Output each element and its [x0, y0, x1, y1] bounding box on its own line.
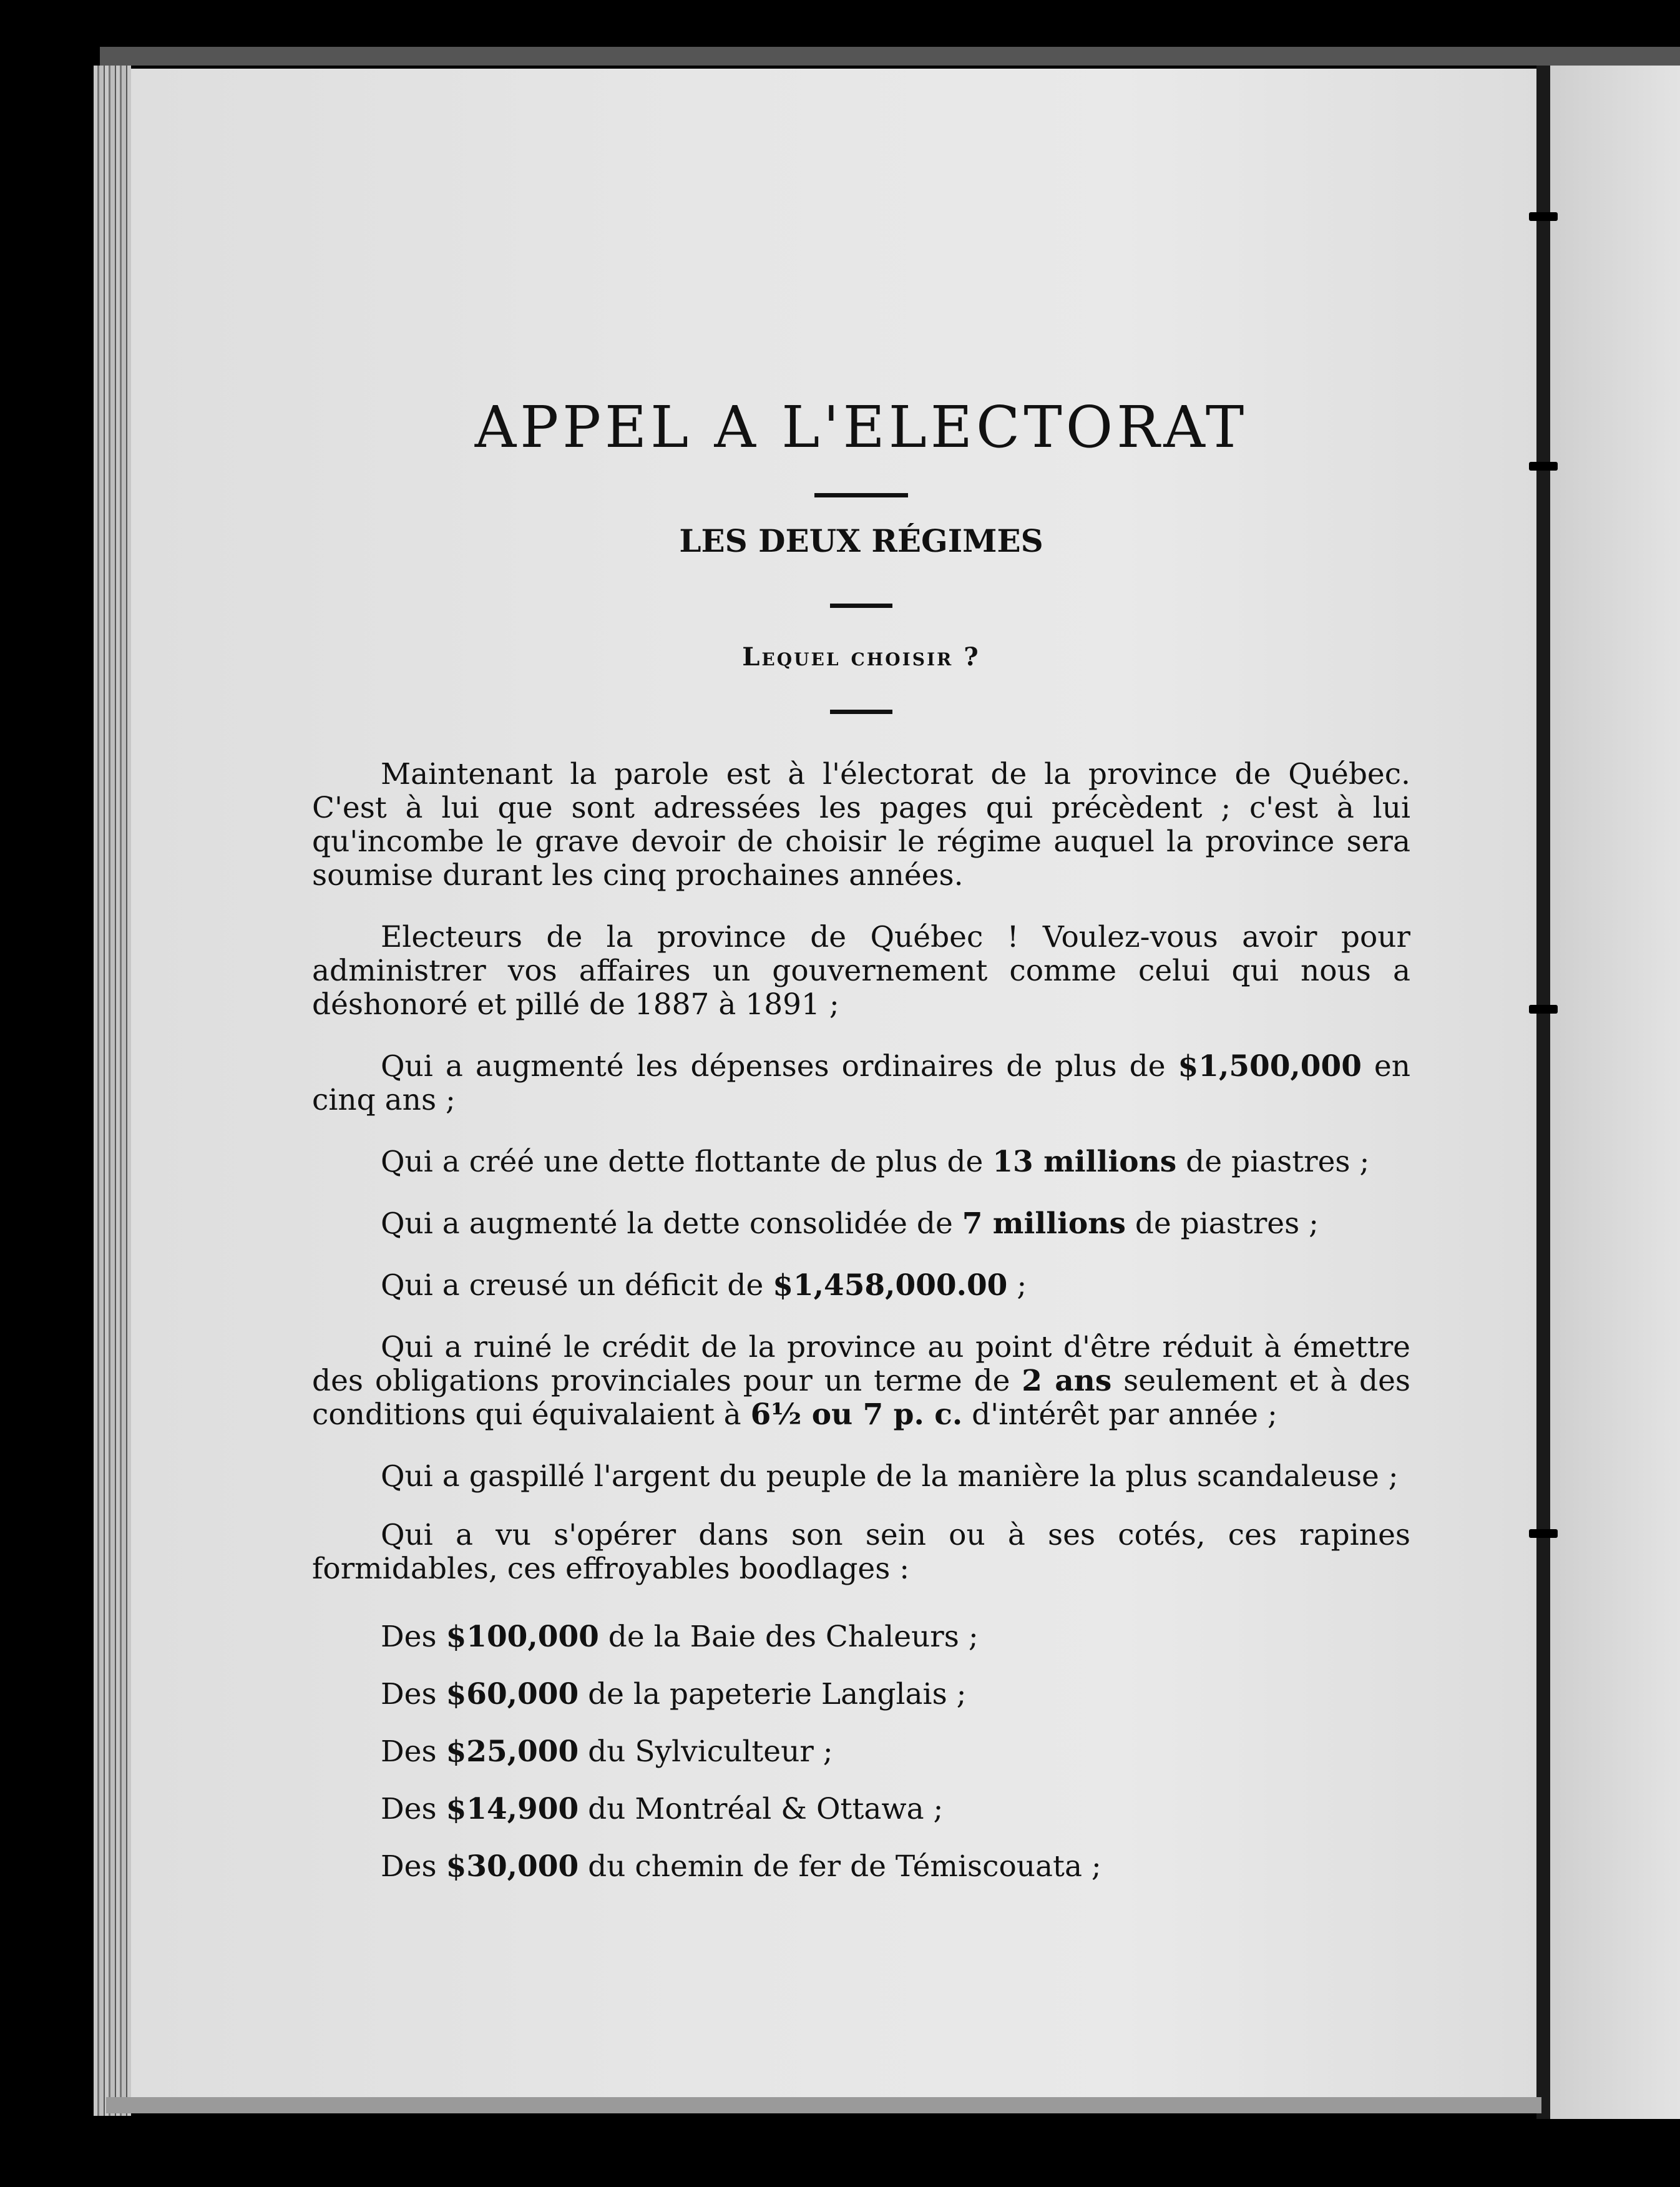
- title-rule: [814, 493, 908, 497]
- list-item: Des $25,000 du Sylviculteur ;: [381, 1734, 833, 1769]
- scan-frame-top: [100, 47, 1680, 66]
- binding-spine: [1536, 66, 1550, 2119]
- document-title: APPEL A L'ELECTORAT: [474, 394, 1248, 461]
- list-item: Des $100,000 de la Baie des Chaleurs ;: [381, 1620, 979, 1655]
- document-question: Lequel choisir ?: [742, 642, 980, 672]
- binding-stitch: [1529, 212, 1558, 221]
- paragraph-intro: Maintenant la parole est à l'électorat de la province de Québec. C'est à lui que sont adressées les pages qui précèdent ; c'est à lui qu'incombe le grave devoir de choisir le régime auquel la province sera soumise durant les cinq prochaines années.: [312, 757, 1410, 893]
- list-item: Des $30,000 du chemin de fer de Témiscouata ;: [381, 1849, 1101, 1884]
- document-subtitle: LES DEUX RÉGIMES: [679, 522, 1043, 560]
- binding-stitch: [1529, 462, 1558, 471]
- document-body: [312, 393, 1410, 1884]
- paragraph-credit: Qui a ruiné le crédit de la province au point d'être réduit à émettre des obligations provinciales pour un terme de 2 ans seulement et à des conditions qui équivalaient à 6½ ou 7 p. c. d'intérêt par année ;: [312, 1330, 1410, 1432]
- scan-frame-bottom: [106, 2097, 1541, 2113]
- paragraph-dette-flottante: Qui a créé une dette flottante de plus de 13 millions de piastres ;: [381, 1145, 1370, 1180]
- binding-stitch: [1529, 1005, 1558, 1014]
- binding-stitch: [1529, 1529, 1558, 1538]
- subtitle-rule: [830, 604, 892, 608]
- paragraph-electeurs: Electeurs de la province de Québec ! Voulez-vous avoir pour administrer vos affaires un gouvernement comme celui qui nous a déshonoré et pillé de 1887 à 1891 ;: [312, 920, 1410, 1022]
- paragraph-dette-consolidee: Qui a augmenté la dette consolidée de 7 millions de piastres ;: [381, 1206, 1319, 1241]
- list-item: Des $60,000 de la papeterie Langlais ;: [381, 1677, 967, 1712]
- list-item: Des $14,900 du Montréal & Ottawa ;: [381, 1792, 944, 1827]
- paragraph-deficit: Qui a creusé un déficit de $1,458,000.00 ;: [381, 1268, 1027, 1303]
- paragraph-depenses: Qui a augmenté les dépenses ordinaires de plus de $1,500,000 en cinq ans ;: [312, 1049, 1410, 1118]
- paragraph-boodlages: Qui a vu s'opérer dans son sein ou à ses cotés, ces rapines formidables, ces effroyables boodlages :: [312, 1518, 1410, 1587]
- page-edges-left: [94, 66, 131, 2116]
- question-rule: [830, 710, 892, 714]
- paragraph-gaspille: Qui a gaspillé l'argent du peuple de la manière la plus scandaleuse ;: [381, 1459, 1399, 1494]
- facing-page: [1550, 66, 1680, 2119]
